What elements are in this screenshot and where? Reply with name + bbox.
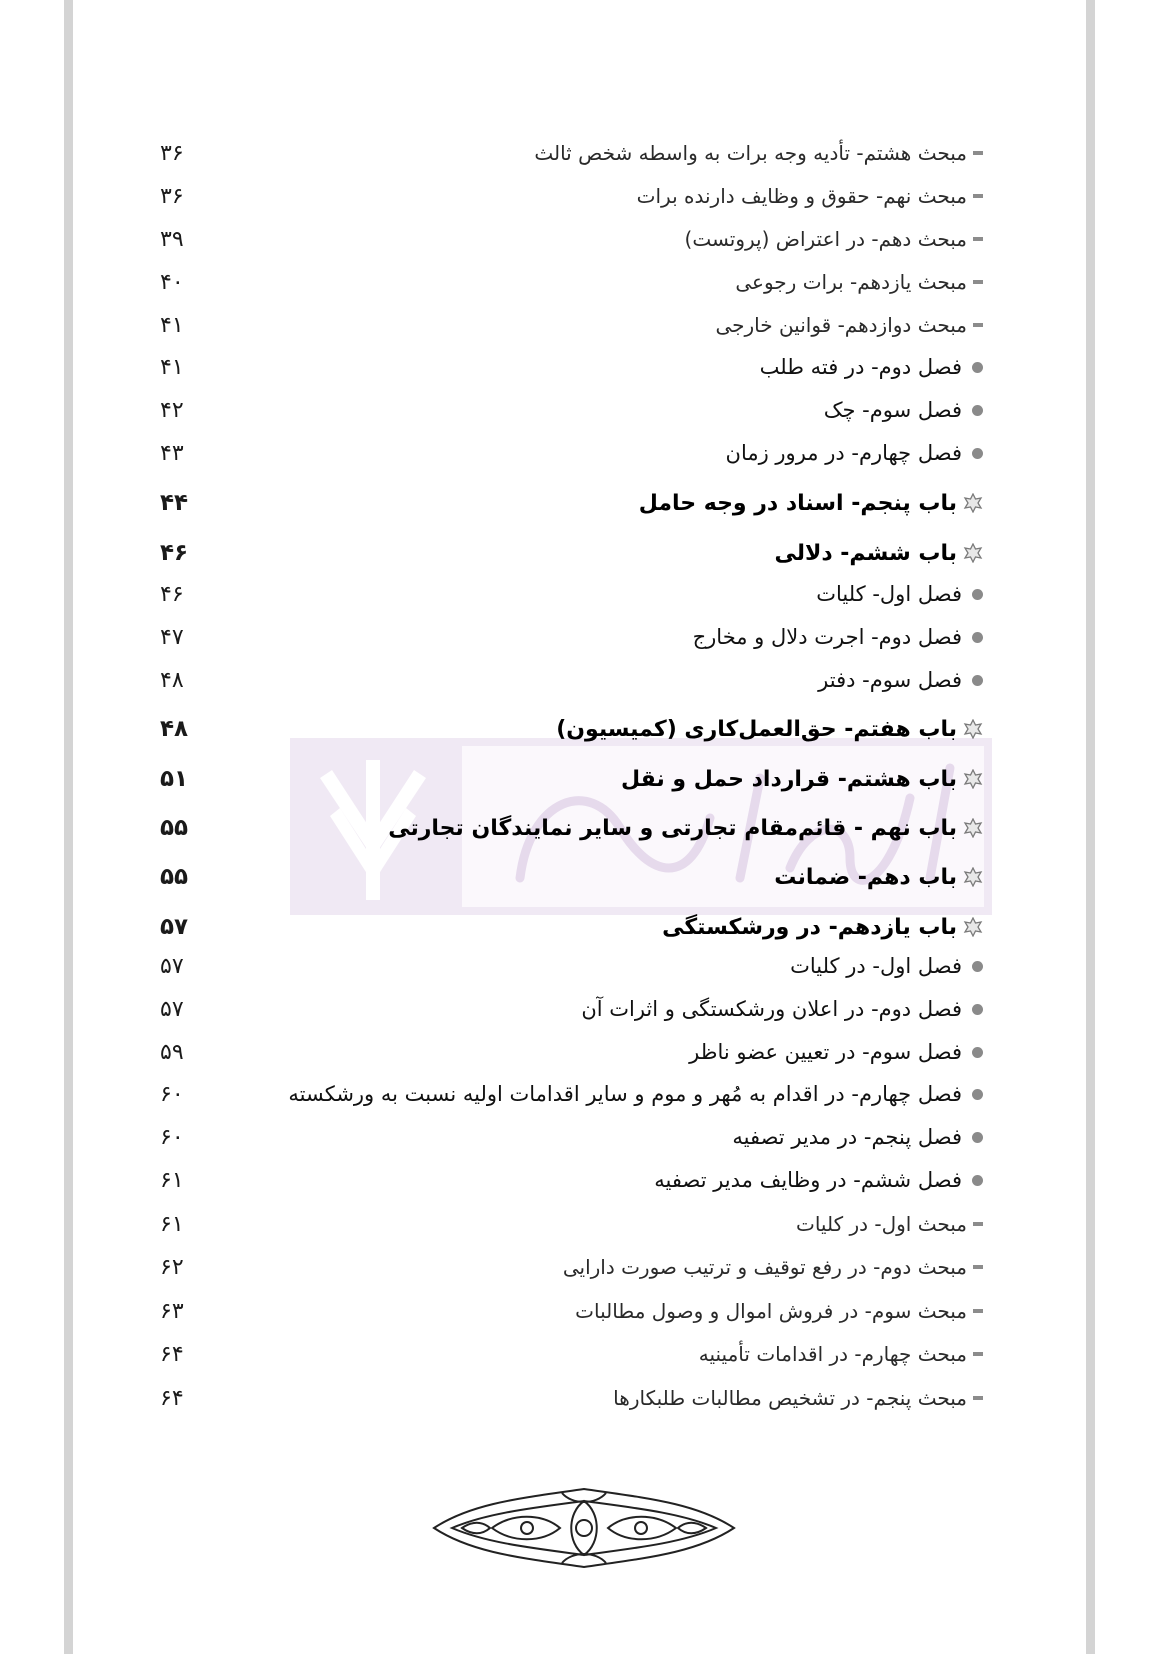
toc-title — [816, 574, 983, 614]
toc-title-text: مبحث دهم- در اعتراض (پروتست) — [684, 227, 967, 251]
toc-title — [654, 1160, 983, 1200]
toc-title — [639, 483, 983, 523]
toc-page-number: ۵۷ — [160, 914, 189, 940]
toc-page-number: ۵۷ — [160, 996, 184, 1022]
toc-title-text: فصل دوم- اجرت دلال و مخارج — [692, 625, 962, 649]
toc-title — [796, 1204, 983, 1244]
toc-title — [288, 1074, 983, 1114]
toc-page-number: ۳۶ — [160, 183, 184, 209]
toc-page-number: ۴۸ — [160, 716, 189, 742]
toc-title — [637, 176, 983, 216]
toc-title — [824, 390, 983, 430]
toc-page-number: ۵۵ — [160, 815, 189, 841]
toc-title-text: مبحث دوم- در رفع توقیف و ترتیب صورت دارایی — [562, 1255, 967, 1279]
dash-bullet-icon — [973, 1309, 983, 1313]
toc-page-number: ۴۱ — [160, 354, 184, 380]
toc-title — [556, 709, 983, 749]
dot-bullet-icon — [972, 675, 983, 686]
dot-bullet-icon — [972, 1004, 983, 1015]
toc-title — [726, 433, 983, 473]
toc-title — [735, 262, 983, 302]
toc-entry — [140, 1160, 983, 1200]
toc-entry — [140, 759, 983, 799]
toc-page-number: ۴۷ — [160, 624, 184, 650]
toc-title-text: فصل دوم- در فته طلب — [759, 355, 962, 379]
toc-page-number: ۵۱ — [160, 766, 189, 792]
toc-page-number: ۳۹ — [160, 226, 184, 252]
toc-entry — [140, 907, 983, 947]
toc-title-text: مبحث هشتم- تأدیه وجه برات به واسطه شخص ثالث — [534, 141, 967, 165]
dot-bullet-icon — [972, 1175, 983, 1186]
toc-entry — [140, 262, 983, 302]
toc-page-number: ۶۰ — [160, 1081, 184, 1107]
toc-title — [699, 1334, 983, 1374]
dash-bullet-icon — [973, 1265, 983, 1269]
star-bullet-icon — [963, 818, 983, 838]
toc-entry — [140, 989, 983, 1029]
toc-title — [662, 907, 983, 947]
dot-bullet-icon — [972, 961, 983, 972]
toc-title-text: باب هشتم- قرارداد حمل و نقل — [621, 766, 957, 792]
toc-entry — [140, 533, 983, 573]
toc-title-text: فصل اول- در کلیات — [790, 954, 962, 978]
toc-title — [715, 305, 983, 345]
toc-title — [693, 617, 983, 657]
toc-title — [581, 989, 983, 1029]
dot-bullet-icon — [972, 362, 983, 373]
toc-entry — [140, 433, 983, 473]
page-border-left — [64, 0, 73, 1654]
toc-page-number: ۴۸ — [160, 667, 184, 693]
toc-title — [760, 347, 983, 387]
toc-title-text: باب هفتم- حق‌العمل‌کاری (کمیسیون) — [556, 716, 957, 742]
toc-title-text: فصل اول- کلیات — [816, 582, 962, 606]
toc-title — [790, 946, 983, 986]
toc-page-number: ۳۶ — [160, 140, 184, 166]
toc-entry — [140, 709, 983, 749]
ornament-divider-icon — [432, 1483, 736, 1573]
toc-entry — [140, 1117, 983, 1157]
star-bullet-icon — [963, 867, 983, 887]
toc-title — [689, 1032, 983, 1072]
star-bullet-icon — [963, 543, 983, 563]
toc-entry — [140, 1074, 983, 1114]
toc-title-text: فصل پنجم- در مدیر تصفیه — [732, 1125, 962, 1149]
toc-title-text: مبحث دوازدهم- قوانین خارجی — [715, 313, 967, 337]
toc-entry — [140, 133, 983, 173]
toc-page-number: ۶۱ — [160, 1167, 184, 1193]
star-bullet-icon — [963, 917, 983, 937]
toc-title — [575, 1291, 983, 1331]
toc-entry — [140, 1204, 983, 1244]
toc-entry — [140, 617, 983, 657]
toc-title-text: مبحث یازدهم- برات رجوعی — [735, 270, 967, 294]
toc-page-number: ۴۳ — [160, 440, 184, 466]
toc-title-text: فصل سوم- چک — [823, 398, 962, 422]
toc-entry — [140, 176, 983, 216]
toc-title — [774, 857, 983, 897]
toc-title-text: مبحث اول- در کلیات — [796, 1212, 967, 1236]
toc-title — [685, 219, 983, 259]
toc-title-text: فصل دوم- در اعلان ورشکستگی و اثرات آن — [581, 997, 962, 1021]
toc-entry — [140, 1378, 983, 1418]
toc-page-number: ۴۴ — [160, 490, 189, 516]
toc-entry — [140, 1247, 983, 1287]
toc-title — [732, 1117, 983, 1157]
dash-bullet-icon — [973, 151, 983, 155]
toc-title — [563, 1247, 983, 1287]
toc-page-number: ۶۱ — [160, 1211, 184, 1237]
dot-bullet-icon — [972, 589, 983, 600]
toc-entry — [140, 347, 983, 387]
toc-title-text: مبحث چهارم- در اقدامات تأمینیه — [698, 1342, 967, 1366]
toc-title — [818, 660, 983, 700]
toc-entry — [140, 660, 983, 700]
star-bullet-icon — [963, 719, 983, 739]
toc-page-number: ۴۰ — [160, 269, 184, 295]
dot-bullet-icon — [972, 1132, 983, 1143]
toc-page-number: ۴۶ — [160, 540, 189, 566]
toc-title-text: مبحث پنجم- در تشخیص مطالبات طلبکارها — [613, 1386, 967, 1410]
toc-title-text: مبحث نهم- حقوق و وظایف دارنده برات — [636, 184, 967, 208]
toc-title-text: فصل چهارم- در اقدام به مُهر و موم و سایر اقدامات اولیه نسبت به ورشکسته — [288, 1082, 962, 1106]
toc-title — [534, 133, 983, 173]
toc-entry — [140, 808, 983, 848]
dash-bullet-icon — [973, 1396, 983, 1400]
dot-bullet-icon — [972, 405, 983, 416]
dash-bullet-icon — [973, 1352, 983, 1356]
toc-entry — [140, 857, 983, 897]
toc-page-number: ۶۰ — [160, 1124, 184, 1150]
toc-page-number: ۵۹ — [160, 1039, 184, 1065]
toc-page-number: ۴۲ — [160, 397, 184, 423]
toc-entry — [140, 305, 983, 345]
toc-page-number: ۶۲ — [160, 1254, 184, 1280]
toc-title-text: فصل سوم- در تعیین عضو ناظر — [689, 1040, 962, 1064]
toc-entry — [140, 946, 983, 986]
dash-bullet-icon — [973, 194, 983, 198]
toc-entry — [140, 1291, 983, 1331]
toc-entry — [140, 1032, 983, 1072]
star-bullet-icon — [963, 769, 983, 789]
toc-title-text: باب دهم- ضمانت — [774, 864, 957, 890]
toc-title — [774, 533, 983, 573]
toc-page-number: ۶۳ — [160, 1298, 184, 1324]
toc-title — [621, 759, 983, 799]
toc-entry — [140, 483, 983, 523]
dot-bullet-icon — [972, 448, 983, 459]
toc-page-number: ۴۱ — [160, 312, 184, 338]
toc-title-text: باب پنجم- اسناد در وجه حامل — [638, 490, 957, 516]
dash-bullet-icon — [973, 1222, 983, 1226]
dash-bullet-icon — [973, 323, 983, 327]
toc-title-text: فصل ششم- در وظایف مدیر تصفیه — [654, 1168, 962, 1192]
toc-page-number: ۶۴ — [160, 1341, 184, 1367]
toc-title — [613, 1378, 983, 1418]
toc-entry — [140, 219, 983, 259]
toc-title-text: باب ششم- دلالی — [774, 540, 957, 566]
toc-page-number: ۴۶ — [160, 581, 184, 607]
toc-entry — [140, 390, 983, 430]
toc-page-number: ۵۵ — [160, 864, 189, 890]
dot-bullet-icon — [972, 632, 983, 643]
dot-bullet-icon — [972, 1089, 983, 1100]
dash-bullet-icon — [973, 237, 983, 241]
toc-title-text: مبحث سوم- در فروش اموال و وصول مطالبات — [575, 1299, 967, 1323]
page-border-right — [1086, 0, 1095, 1654]
toc-title-text: فصل چهارم- در مرور زمان — [725, 441, 962, 465]
toc-page-number: ۵۷ — [160, 953, 184, 979]
toc-title-text: باب یازدهم- در ورشکستگی — [662, 914, 957, 940]
toc-page-number: ۶۴ — [160, 1385, 184, 1411]
toc-entry — [140, 574, 983, 614]
toc-title-text: فصل سوم- دفتر — [818, 668, 962, 692]
toc-title — [388, 808, 983, 848]
star-bullet-icon — [963, 493, 983, 513]
toc-title-text: باب نهم - قائم‌مقام تجارتی و سایر نمایندگان تجارتی — [388, 815, 957, 841]
dash-bullet-icon — [973, 280, 983, 284]
toc-entry — [140, 1334, 983, 1374]
dot-bullet-icon — [972, 1047, 983, 1058]
